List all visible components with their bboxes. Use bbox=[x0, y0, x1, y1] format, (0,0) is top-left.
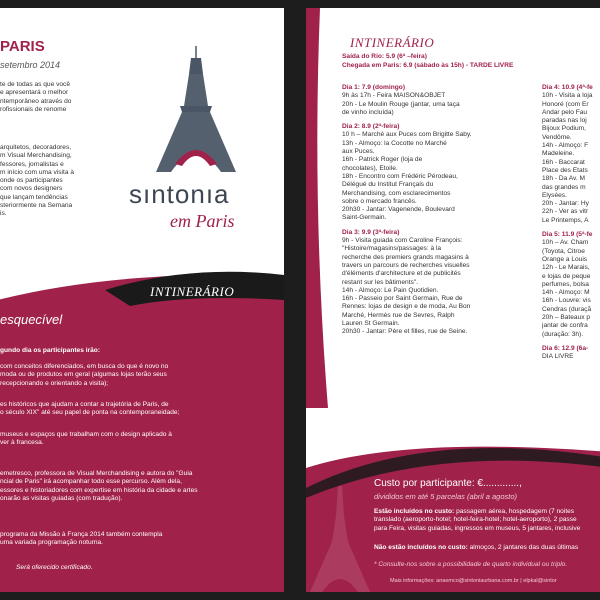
body-line: fessores, jornalistas e bbox=[0, 160, 64, 168]
day-heading: Dia 4: 10.9 (4ª-fe bbox=[542, 84, 593, 91]
body-line: is. bbox=[0, 210, 7, 218]
cost-title: Custo por participante: €............., bbox=[374, 478, 522, 489]
bullet-line: o século XIX" até seu papel de ponta na contemporaneidade; bbox=[0, 409, 180, 417]
day-line: 13h - Almoço: la Cocotte no Marché bbox=[342, 139, 447, 147]
day-line: 18h - Da Av. M bbox=[542, 175, 586, 183]
itinerary-title: INTINERÁRIO bbox=[350, 35, 435, 50]
arrival-line: Chegada em Paris: 6.9 (sábado às 15h) - TARDE LIVRE bbox=[342, 62, 514, 69]
bullet-line: recepcionando e orientando a visita); bbox=[0, 379, 109, 387]
day-heading: Dia 6: 12.9 (6a- bbox=[542, 344, 589, 352]
eiffel-tower-icon bbox=[148, 44, 258, 179]
more-info: Mais informações: anaemco@sintoniaurbana.com.br | elpkal@sintor bbox=[390, 578, 557, 584]
bullet-line: es históricos que ajudam a contar a trajetória de Paris, de bbox=[0, 401, 169, 408]
included-label: Estão incluídos no custo: bbox=[374, 508, 455, 515]
day-line: Merchandising, com esclarecimentos bbox=[342, 189, 451, 197]
day-heading: Dia 2: 8.9 (2ª-feira) bbox=[342, 123, 400, 131]
day-line: 9h - Visita guiada com Caroline François: bbox=[342, 237, 463, 245]
itinerary-column-1 bbox=[342, 84, 512, 337]
day-line: de vinho incluída) bbox=[342, 108, 394, 116]
day-line: (duração: 3h). bbox=[542, 330, 584, 338]
day-line: Délégué du Institut Français du bbox=[342, 181, 434, 189]
guide-line: emetresco, professora de Visual Merchandising e autora do "Guia bbox=[0, 470, 193, 477]
program-paragraph bbox=[0, 531, 284, 548]
day-heading: Dia 1: 7.9 (domingo) bbox=[342, 84, 406, 91]
day-line: 20h30 - Jantar: Vagenende, Boulevard bbox=[342, 206, 455, 214]
guide-line: onarão as visitas guiadas (com tradução). bbox=[0, 494, 123, 502]
day-line: Cendras (duraçã bbox=[542, 305, 592, 313]
day-line: recherche des premiers grands magasins à bbox=[342, 253, 469, 261]
body-line: que lançam tendências bbox=[0, 193, 68, 201]
excluded-label: Não estão incluídos no custo: bbox=[374, 544, 468, 551]
body-line: m início com uma visita à bbox=[0, 168, 75, 176]
body-line: m Visual Merchandising, bbox=[0, 152, 72, 160]
day-line: 20h30 - Jantar: Père et filles, rue de Seine. bbox=[342, 328, 468, 336]
day-line: 16h - Passeio por Saint Germain, Rue de bbox=[342, 295, 463, 303]
day-line: Orange a Louis bbox=[542, 255, 588, 263]
guide-paragraph bbox=[0, 470, 284, 503]
included-line: translado (aeroporto-hotel; hotel-feira-hotel; hotel-aeroporto), 2 passe bbox=[374, 516, 577, 524]
day-line: 10 h – Marché aux Puces com Brigitte Saby. bbox=[342, 131, 472, 139]
day-line: Marché, Hermès rue de Sevres, Ralph bbox=[342, 311, 455, 319]
day-line: Bijoux Podium, bbox=[542, 125, 586, 133]
day-line: 9h às 17h - Feira MAISON&OBJET bbox=[342, 92, 446, 100]
consult-note: * Consulte-nos sobre a possibilidade de quarto individual ou triplo. bbox=[374, 561, 568, 568]
right-side-strip bbox=[306, 8, 328, 408]
intro-paragraph bbox=[0, 81, 100, 114]
day-line: Place des États bbox=[542, 166, 588, 174]
day-heading: Dia 3: 9.9 (3ª-feira) bbox=[342, 228, 400, 236]
guide-line: ncial de Paris" irá acompanhar todo esse percurso. Além dela, bbox=[0, 478, 182, 486]
day-line: das grandes m bbox=[542, 183, 586, 191]
section-title: esquecível bbox=[0, 312, 63, 327]
body-line: arquitetos, decoradores, bbox=[0, 144, 72, 151]
excluded-text: almoços, 2 jantares das duas últimas bbox=[469, 544, 579, 551]
day-line: (Toyota, Citroe bbox=[542, 247, 585, 255]
day-line: Andar pelo Fau bbox=[542, 108, 588, 116]
itinerary-column-2 bbox=[542, 84, 600, 362]
bullet-history bbox=[0, 401, 284, 418]
day-heading: Dia 5: 11.9 (5ª-fe bbox=[542, 231, 593, 239]
included-block bbox=[374, 508, 600, 533]
body-paragraph bbox=[0, 144, 100, 219]
right-page bbox=[306, 8, 600, 592]
day-line: Saint-Germain. bbox=[342, 214, 387, 222]
left-page bbox=[0, 8, 284, 592]
day-line: 12h - Le Marais, bbox=[542, 264, 590, 272]
intro-line: ntemporâneo através do bbox=[0, 97, 72, 105]
bullet-line: com conceitos diferenciados, em busca do que é novo no bbox=[0, 363, 169, 370]
day-line: 14h - Almoço: Le Pain Quotidien. bbox=[342, 286, 439, 294]
day-line: chocolates), Étoile. bbox=[342, 164, 398, 172]
left-date: setembro 2014 bbox=[0, 60, 61, 70]
certificate-note: Será oferecido certificado. bbox=[16, 564, 93, 571]
day-line: 20h - Jantar: Hy bbox=[542, 200, 589, 208]
day-line: 22h - Ver as vitr bbox=[542, 208, 589, 216]
day-line: 16h - Baccarat bbox=[542, 158, 585, 166]
intro-line: te de todas as que você bbox=[0, 81, 71, 88]
day-line: paradas nas loj bbox=[542, 117, 587, 125]
bullet-line: ver à francesa. bbox=[0, 439, 44, 447]
day-line: 14h - Almoço: M bbox=[542, 289, 590, 297]
day-line: 14h - Almoço: F bbox=[542, 142, 589, 150]
day-line: 18h - Encontro com Frédéric Pérodeau, bbox=[342, 172, 458, 180]
day-line: Honoré (com Er bbox=[542, 100, 589, 108]
day-line: perfumes, bolsa bbox=[542, 280, 589, 288]
departure-line: Saída do Rio: 5.9 (6ª –feira) bbox=[342, 53, 427, 60]
left-title: PARIS bbox=[0, 38, 45, 55]
intro-line: e apresentará o melhor bbox=[0, 89, 69, 97]
excluded-block bbox=[374, 544, 600, 552]
program-line: programa da Missão à França 2014 também contempla bbox=[0, 531, 163, 538]
guide-line: essores e historiadores com expertise em história da cidade e artes bbox=[0, 486, 198, 494]
day-line: jantar de confra bbox=[542, 322, 588, 330]
day-line: 10h – Av. Cham bbox=[542, 239, 589, 247]
day-line: Madeleine. bbox=[542, 150, 575, 158]
body-line: steriormente na Semana bbox=[0, 202, 73, 210]
day-line: travers un parcours de recherches visuelles bbox=[342, 261, 470, 269]
included-text: passagem aérea, hospedagem (7 noites bbox=[456, 508, 575, 515]
day-line: e lojas de peque bbox=[542, 272, 591, 280]
itinerary-badge: INTINERÁRIO bbox=[150, 284, 235, 299]
day-line: "Histoire/magasins/passages: à la bbox=[342, 245, 442, 253]
day-line: DIA LIVRE bbox=[542, 353, 574, 361]
logo-subtitle: em Paris bbox=[170, 211, 235, 231]
day-line: sobre o mercado francês. bbox=[342, 197, 417, 205]
program-line: uma variada programação noturna. bbox=[0, 539, 103, 547]
day-line: d'éléments d'architecture et de publicités bbox=[342, 270, 461, 278]
day-line: Le Printemps, A bbox=[542, 216, 589, 224]
day-line: Rennes: lojas de design e de moda, Au Bon bbox=[342, 303, 471, 311]
intro-line: rofissionais de renome bbox=[0, 105, 67, 113]
day-line: 16h - Patrick Roger (loja de bbox=[342, 156, 423, 164]
cost-subtitle: divididos em até 5 parcelas (abril a agosto) bbox=[374, 492, 517, 501]
bullet-line: moda ou de produtos em geral (algumas lojas terão seus bbox=[0, 371, 167, 379]
bullet-line: museus e espaços que trabalham com o design aplicado à bbox=[0, 431, 172, 438]
day-line: 10h - Visita a loja bbox=[542, 92, 593, 100]
day-line: 20h - Le Moulin Rouge (jantar, uma taça bbox=[342, 100, 460, 108]
day-line: Lauren St Germain. bbox=[342, 320, 400, 328]
day-line: Elysées. bbox=[542, 191, 567, 199]
section-lead: gundo dia os participantes irão: bbox=[0, 347, 101, 354]
bullet-museums bbox=[0, 431, 284, 448]
body-line: com novos designers bbox=[0, 185, 63, 193]
day-line: 20h – Bateaux p bbox=[542, 314, 591, 322]
logo-wordmark: sıntonıa bbox=[129, 179, 230, 209]
day-line: restant sur les bâtiments". bbox=[342, 278, 419, 286]
day-line: Vendôme. bbox=[542, 133, 572, 141]
bullet-concepts bbox=[0, 363, 284, 388]
day-line: 16h - Louvre: vis bbox=[542, 297, 591, 305]
day-line: aux Puces. bbox=[342, 148, 375, 156]
tower-silhouette-icon bbox=[310, 486, 370, 592]
included-line: para Feira, visitas guiadas, ingressos em museus, 5 jantares, inclusive bbox=[374, 524, 581, 532]
body-line: onde os participantes bbox=[0, 177, 63, 185]
